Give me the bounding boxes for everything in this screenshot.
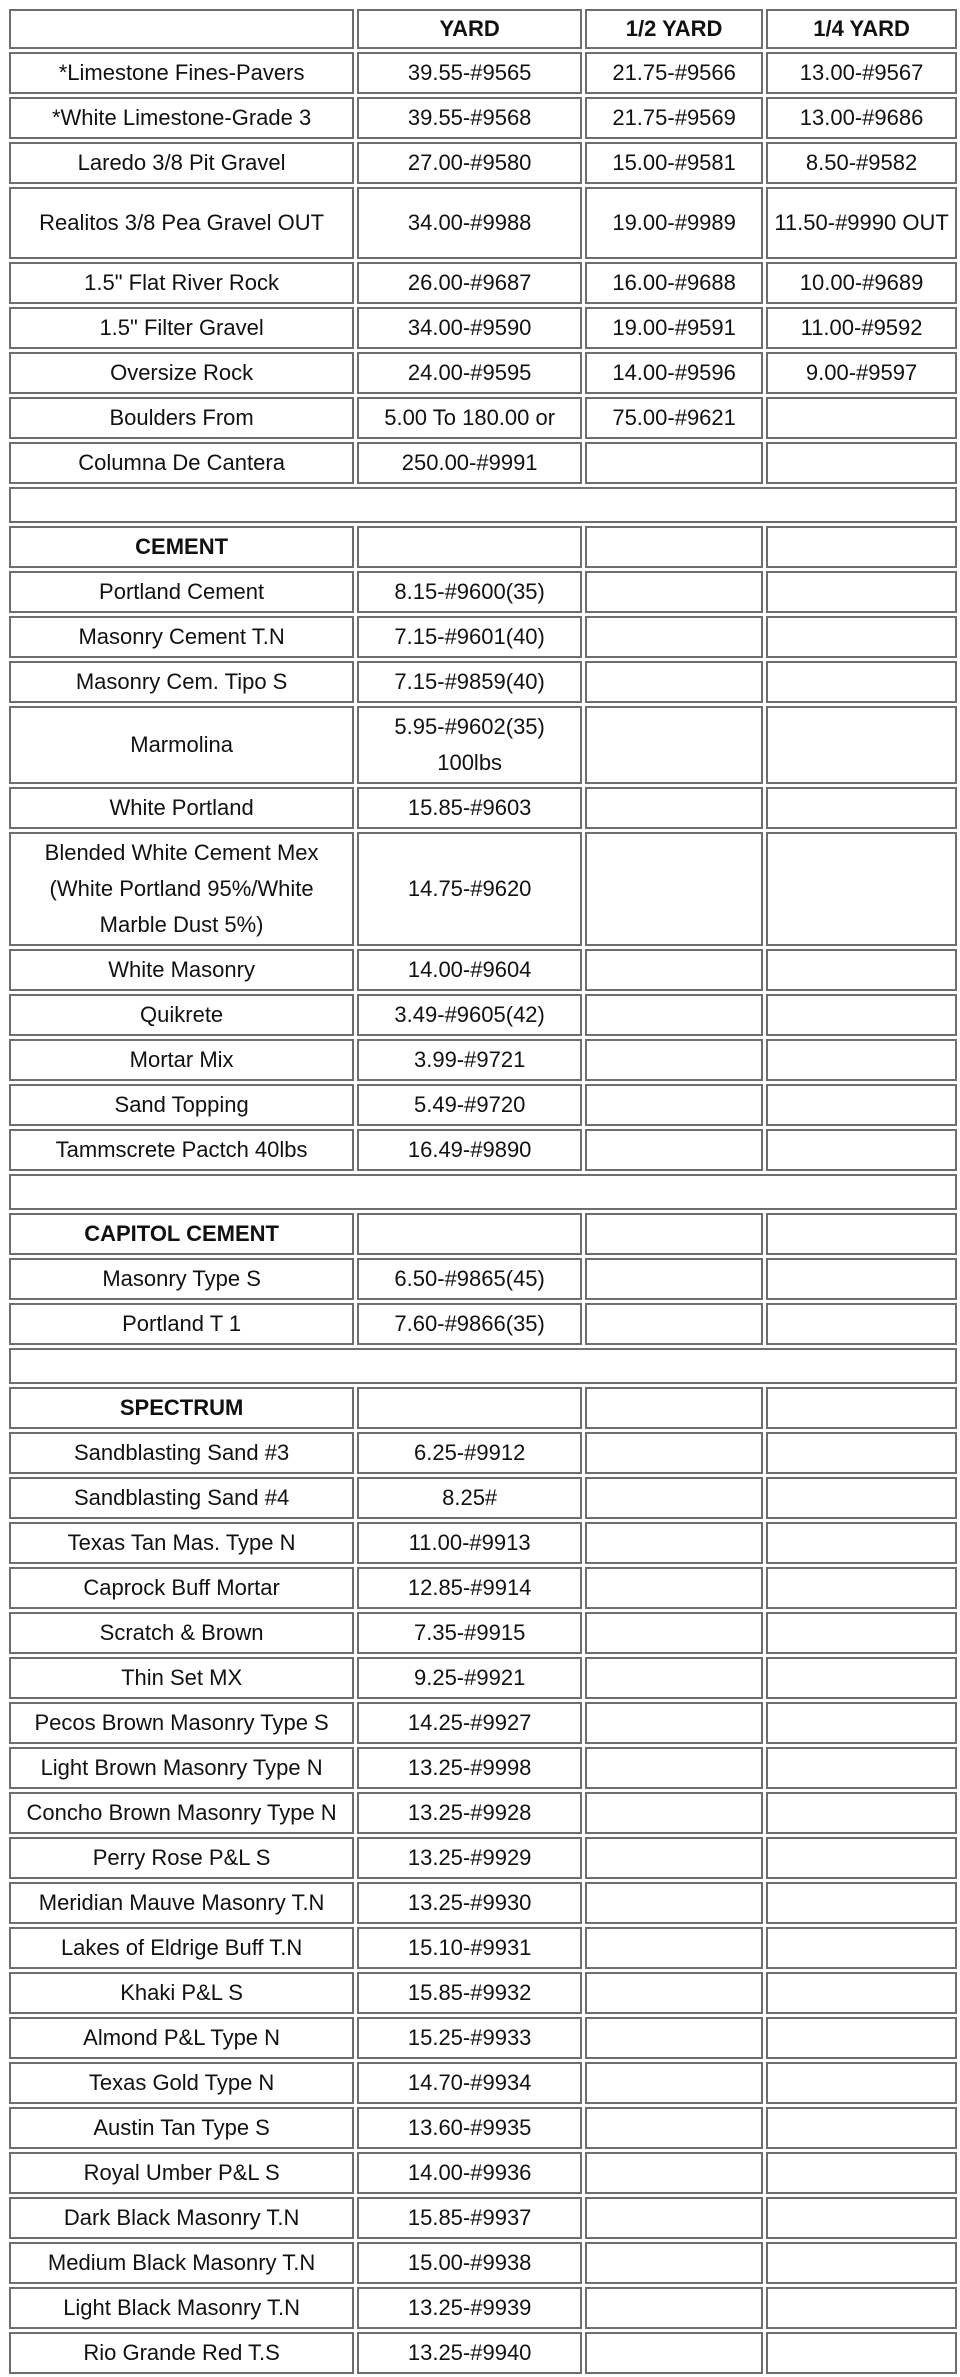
yard-price: 15.00-#9938 [357,2242,582,2284]
empty-cell [766,1477,957,1519]
yard-price: 34.00-#9590 [357,307,582,349]
yard-price: 12.85-#9914 [357,1567,582,1609]
table-row [9,352,957,394]
yard-price: 6.50-#9865(45) [357,1258,582,1300]
empty-cell [585,526,763,568]
section-title-cement: CEMENT [9,526,354,568]
empty-cell [766,526,957,568]
price-table [6,6,960,2377]
empty-cell [585,2017,763,2059]
table-row [9,949,957,991]
product-name: Concho Brown Masonry Type N [9,1792,354,1834]
quarter-yard-price: 13.00-#9567 [766,52,957,94]
blank-row [9,1174,957,1210]
product-name: Medium Black Masonry T.N [9,2242,354,2284]
empty-cell [585,1837,763,1879]
empty-cell [585,1792,763,1834]
yard-price: 34.00-#9988 [357,187,582,259]
table-row [9,2332,957,2374]
section-header-row [9,1213,957,1255]
yard-price: 5.49-#9720 [357,1084,582,1126]
empty-cell [585,661,763,703]
table-row [9,262,957,304]
empty-cell [766,1432,957,1474]
empty-cell [585,1657,763,1699]
yard-price: 26.00-#9687 [357,262,582,304]
empty-cell [766,1303,957,1345]
empty-cell [766,2062,957,2104]
empty-cell [585,1258,763,1300]
product-name: Meridian Mauve Masonry T.N [9,1882,354,1924]
product-name: Mortar Mix [9,1039,354,1081]
product-name: 1.5" Filter Gravel [9,307,354,349]
product-name: Sandblasting Sand #4 [9,1477,354,1519]
table-row [9,142,957,184]
half-yard-price: 19.00-#9989 [585,187,763,259]
empty-cell [585,2107,763,2149]
empty-cell [766,1882,957,1924]
yard-price: 3.99-#9721 [357,1039,582,1081]
empty-cell [585,1612,763,1654]
product-name: Portland Cement [9,571,354,613]
quarter-yard-price [766,442,957,484]
table-row [9,397,957,439]
empty-cell [585,1387,763,1429]
empty-cell [585,2062,763,2104]
table-row [9,1084,957,1126]
half-yard-price: 16.00-#9688 [585,262,763,304]
yard-price: 15.85-#9937 [357,2197,582,2239]
product-name: Masonry Cem. Tipo S [9,661,354,703]
empty-cell [585,2242,763,2284]
empty-cell [766,1039,957,1081]
half-yard-price: 21.75-#9566 [585,52,763,94]
product-name: Light Black Masonry T.N [9,2287,354,2329]
yard-price: 24.00-#9595 [357,352,582,394]
table-row [9,1258,957,1300]
empty-cell [766,2242,957,2284]
empty-cell [585,949,763,991]
product-name: Sand Topping [9,1084,354,1126]
yard-price: 14.25-#9927 [357,1702,582,1744]
spectrum-rows [9,1432,957,2374]
table-row [9,1927,957,1969]
table-row [9,1129,957,1171]
yard-price: 15.25-#9933 [357,2017,582,2059]
product-name: Laredo 3/8 Pit Gravel [9,142,354,184]
table-row [9,2152,957,2194]
table-row [9,706,957,784]
empty-cell [585,616,763,658]
table-row [9,1612,957,1654]
empty-cell [766,949,957,991]
blank-row [9,1348,957,1384]
product-name: *Limestone Fines-Pavers [9,52,354,94]
product-name: Dark Black Masonry T.N [9,2197,354,2239]
table-row [9,661,957,703]
product-name: Masonry Cement T.N [9,616,354,658]
empty-cell [585,2152,763,2194]
empty-cell [766,1792,957,1834]
yard-price: 6.25-#9912 [357,1432,582,1474]
product-name: Pecos Brown Masonry Type S [9,1702,354,1744]
section-title-spectrum: SPECTRUM [9,1387,354,1429]
empty-cell [766,2152,957,2194]
blank-cell [9,487,957,523]
half-yard-price: 21.75-#9569 [585,97,763,139]
table-row [9,307,957,349]
quarter-yard-price: 8.50-#9582 [766,142,957,184]
yard-price: 7.15-#9859(40) [357,661,582,703]
table-row [9,442,957,484]
table-row [9,2242,957,2284]
quarter-yard-price: 10.00-#9689 [766,262,957,304]
product-name: Sandblasting Sand #3 [9,1432,354,1474]
empty-cell [766,661,957,703]
product-name: Realitos 3/8 Pea Gravel OUT [9,187,354,259]
empty-cell [766,616,957,658]
product-name: Portland T 1 [9,1303,354,1345]
empty-cell [766,1258,957,1300]
empty-cell [585,1303,763,1345]
product-name: Caprock Buff Mortar [9,1567,354,1609]
empty-cell [766,994,957,1036]
product-name: Khaki P&L S [9,1972,354,2014]
yard-price: 14.70-#9934 [357,2062,582,2104]
yard-price: 13.25-#9930 [357,1882,582,1924]
empty-cell [766,1567,957,1609]
product-name: Columna De Cantera [9,442,354,484]
yard-price: 14.00-#9604 [357,949,582,991]
yard-price: 13.25-#9998 [357,1747,582,1789]
product-name: Royal Umber P&L S [9,2152,354,2194]
table-row [9,2017,957,2059]
table-row [9,1882,957,1924]
empty-cell [766,1657,957,1699]
table-row [9,832,957,946]
empty-cell [766,571,957,613]
yard-price: 7.35-#9915 [357,1612,582,1654]
table-row [9,2197,957,2239]
product-name: Marmolina [9,706,354,784]
yard-price: 11.00-#9913 [357,1522,582,1564]
table-row [9,2107,957,2149]
quarter-yard-price: 11.50-#9990 OUT [766,187,957,259]
product-name: Scratch & Brown [9,1612,354,1654]
product-name: Almond P&L Type N [9,2017,354,2059]
empty-cell [766,1972,957,2014]
empty-cell [357,1387,582,1429]
section-header-row [9,526,957,568]
empty-cell [585,832,763,946]
empty-cell [585,994,763,1036]
table-row [9,2062,957,2104]
table-row [9,1567,957,1609]
quarter-yard-price: 11.00-#9592 [766,307,957,349]
table-row [9,1972,957,2014]
yard-price: 13.60-#9935 [357,2107,582,2149]
empty-cell [585,1927,763,1969]
header-quarter-yard: 1/4 YARD [766,9,957,49]
half-yard-price: 15.00-#9581 [585,142,763,184]
empty-cell [585,2287,763,2329]
yard-price: 8.25# [357,1477,582,1519]
yard-price: 9.25-#9921 [357,1657,582,1699]
empty-cell [585,1084,763,1126]
product-name: Masonry Type S [9,1258,354,1300]
empty-cell [585,706,763,784]
table-row [9,1837,957,1879]
empty-cell [585,1213,763,1255]
header-row [9,9,957,49]
empty-cell [766,1837,957,1879]
empty-cell [357,1213,582,1255]
empty-cell [585,1702,763,1744]
empty-cell [766,1522,957,1564]
yard-price: 15.85-#9603 [357,787,582,829]
empty-cell [766,832,957,946]
product-name: Oversize Rock [9,352,354,394]
quarter-yard-price: 13.00-#9686 [766,97,957,139]
yard-price: 15.10-#9931 [357,1927,582,1969]
header-yard: YARD [357,9,582,49]
empty-cell [766,2107,957,2149]
product-name: Blended White Cement Mex (White Portland 95%/White Marble Dust 5%) [9,832,354,946]
empty-cell [585,1477,763,1519]
empty-cell [585,1039,763,1081]
table-row [9,616,957,658]
empty-cell [766,2197,957,2239]
yard-price: 14.75-#9620 [357,832,582,946]
product-name: Lakes of Eldrige Buff T.N [9,1927,354,1969]
yard-price: 13.25-#9928 [357,1792,582,1834]
yard-price: 16.49-#9890 [357,1129,582,1171]
empty-cell [766,1213,957,1255]
empty-cell [766,2332,957,2374]
product-name: White Masonry [9,949,354,991]
blank-cell [9,1174,957,1210]
half-yard-price: 19.00-#9591 [585,307,763,349]
quarter-yard-price [766,397,957,439]
table-row [9,97,957,139]
empty-cell [766,2287,957,2329]
empty-cell [766,1702,957,1744]
empty-cell [766,787,957,829]
table-row [9,2287,957,2329]
product-name: Quikrete [9,994,354,1036]
product-name: *White Limestone-Grade 3 [9,97,354,139]
blank-cell [9,1348,957,1384]
product-name: Boulders From [9,397,354,439]
product-name: Perry Rose P&L S [9,1837,354,1879]
blank-row [9,487,957,523]
empty-cell [766,1387,957,1429]
yard-price: 13.25-#9939 [357,2287,582,2329]
section-title-capitol-cement: CAPITOL CEMENT [9,1213,354,1255]
header-blank-cell [9,9,354,49]
yard-price: 5.95-#9602(35) 100lbs [357,706,582,784]
yard-price: 5.00 To 180.00 or [357,397,582,439]
product-name: Texas Gold Type N [9,2062,354,2104]
product-name: White Portland [9,787,354,829]
quarter-yard-price: 9.00-#9597 [766,352,957,394]
section-header-row [9,1387,957,1429]
half-yard-price [585,442,763,484]
table-row [9,1747,957,1789]
table-row [9,1303,957,1345]
empty-cell [585,787,763,829]
empty-cell [585,1972,763,2014]
empty-cell [357,526,582,568]
empty-cell [766,1927,957,1969]
yard-price: 15.85-#9932 [357,1972,582,2014]
table-row [9,1702,957,1744]
table-row [9,1039,957,1081]
yard-price: 13.25-#9940 [357,2332,582,2374]
yard-price: 250.00-#9991 [357,442,582,484]
half-yard-price: 14.00-#9596 [585,352,763,394]
empty-cell [766,1129,957,1171]
yard-price: 13.25-#9929 [357,1837,582,1879]
table-row [9,1657,957,1699]
product-name: Rio Grande Red T.S [9,2332,354,2374]
empty-cell [766,1612,957,1654]
table-row [9,1792,957,1834]
yard-price: 39.55-#9565 [357,52,582,94]
yard-price: 3.49-#9605(42) [357,994,582,1036]
yard-price: 7.60-#9866(35) [357,1303,582,1345]
yard-price: 7.15-#9601(40) [357,616,582,658]
header-half-yard: 1/2 YARD [585,9,763,49]
table-row [9,52,957,94]
empty-cell [766,1747,957,1789]
empty-cell [766,706,957,784]
table-row [9,1432,957,1474]
empty-cell [585,1432,763,1474]
empty-cell [766,1084,957,1126]
empty-cell [585,1129,763,1171]
empty-cell [766,2017,957,2059]
empty-cell [585,2197,763,2239]
product-name: Light Brown Masonry Type N [9,1747,354,1789]
table-row [9,571,957,613]
table-row [9,1477,957,1519]
empty-cell [585,1567,763,1609]
half-yard-price: 75.00-#9621 [585,397,763,439]
product-name: Texas Tan Mas. Type N [9,1522,354,1564]
empty-cell [585,571,763,613]
product-name: Thin Set MX [9,1657,354,1699]
product-name: Austin Tan Type S [9,2107,354,2149]
yard-price: 27.00-#9580 [357,142,582,184]
empty-cell [585,1747,763,1789]
product-name: Tammscrete Pactch 40lbs [9,1129,354,1171]
yard-price: 14.00-#9936 [357,2152,582,2194]
yard-price: 8.15-#9600(35) [357,571,582,613]
table-row [9,994,957,1036]
empty-cell [585,1882,763,1924]
table-row [9,1522,957,1564]
yard-price: 39.55-#9568 [357,97,582,139]
product-name: 1.5" Flat River Rock [9,262,354,304]
table-row [9,787,957,829]
empty-cell [585,2332,763,2374]
empty-cell [585,1522,763,1564]
table-row [9,187,957,259]
